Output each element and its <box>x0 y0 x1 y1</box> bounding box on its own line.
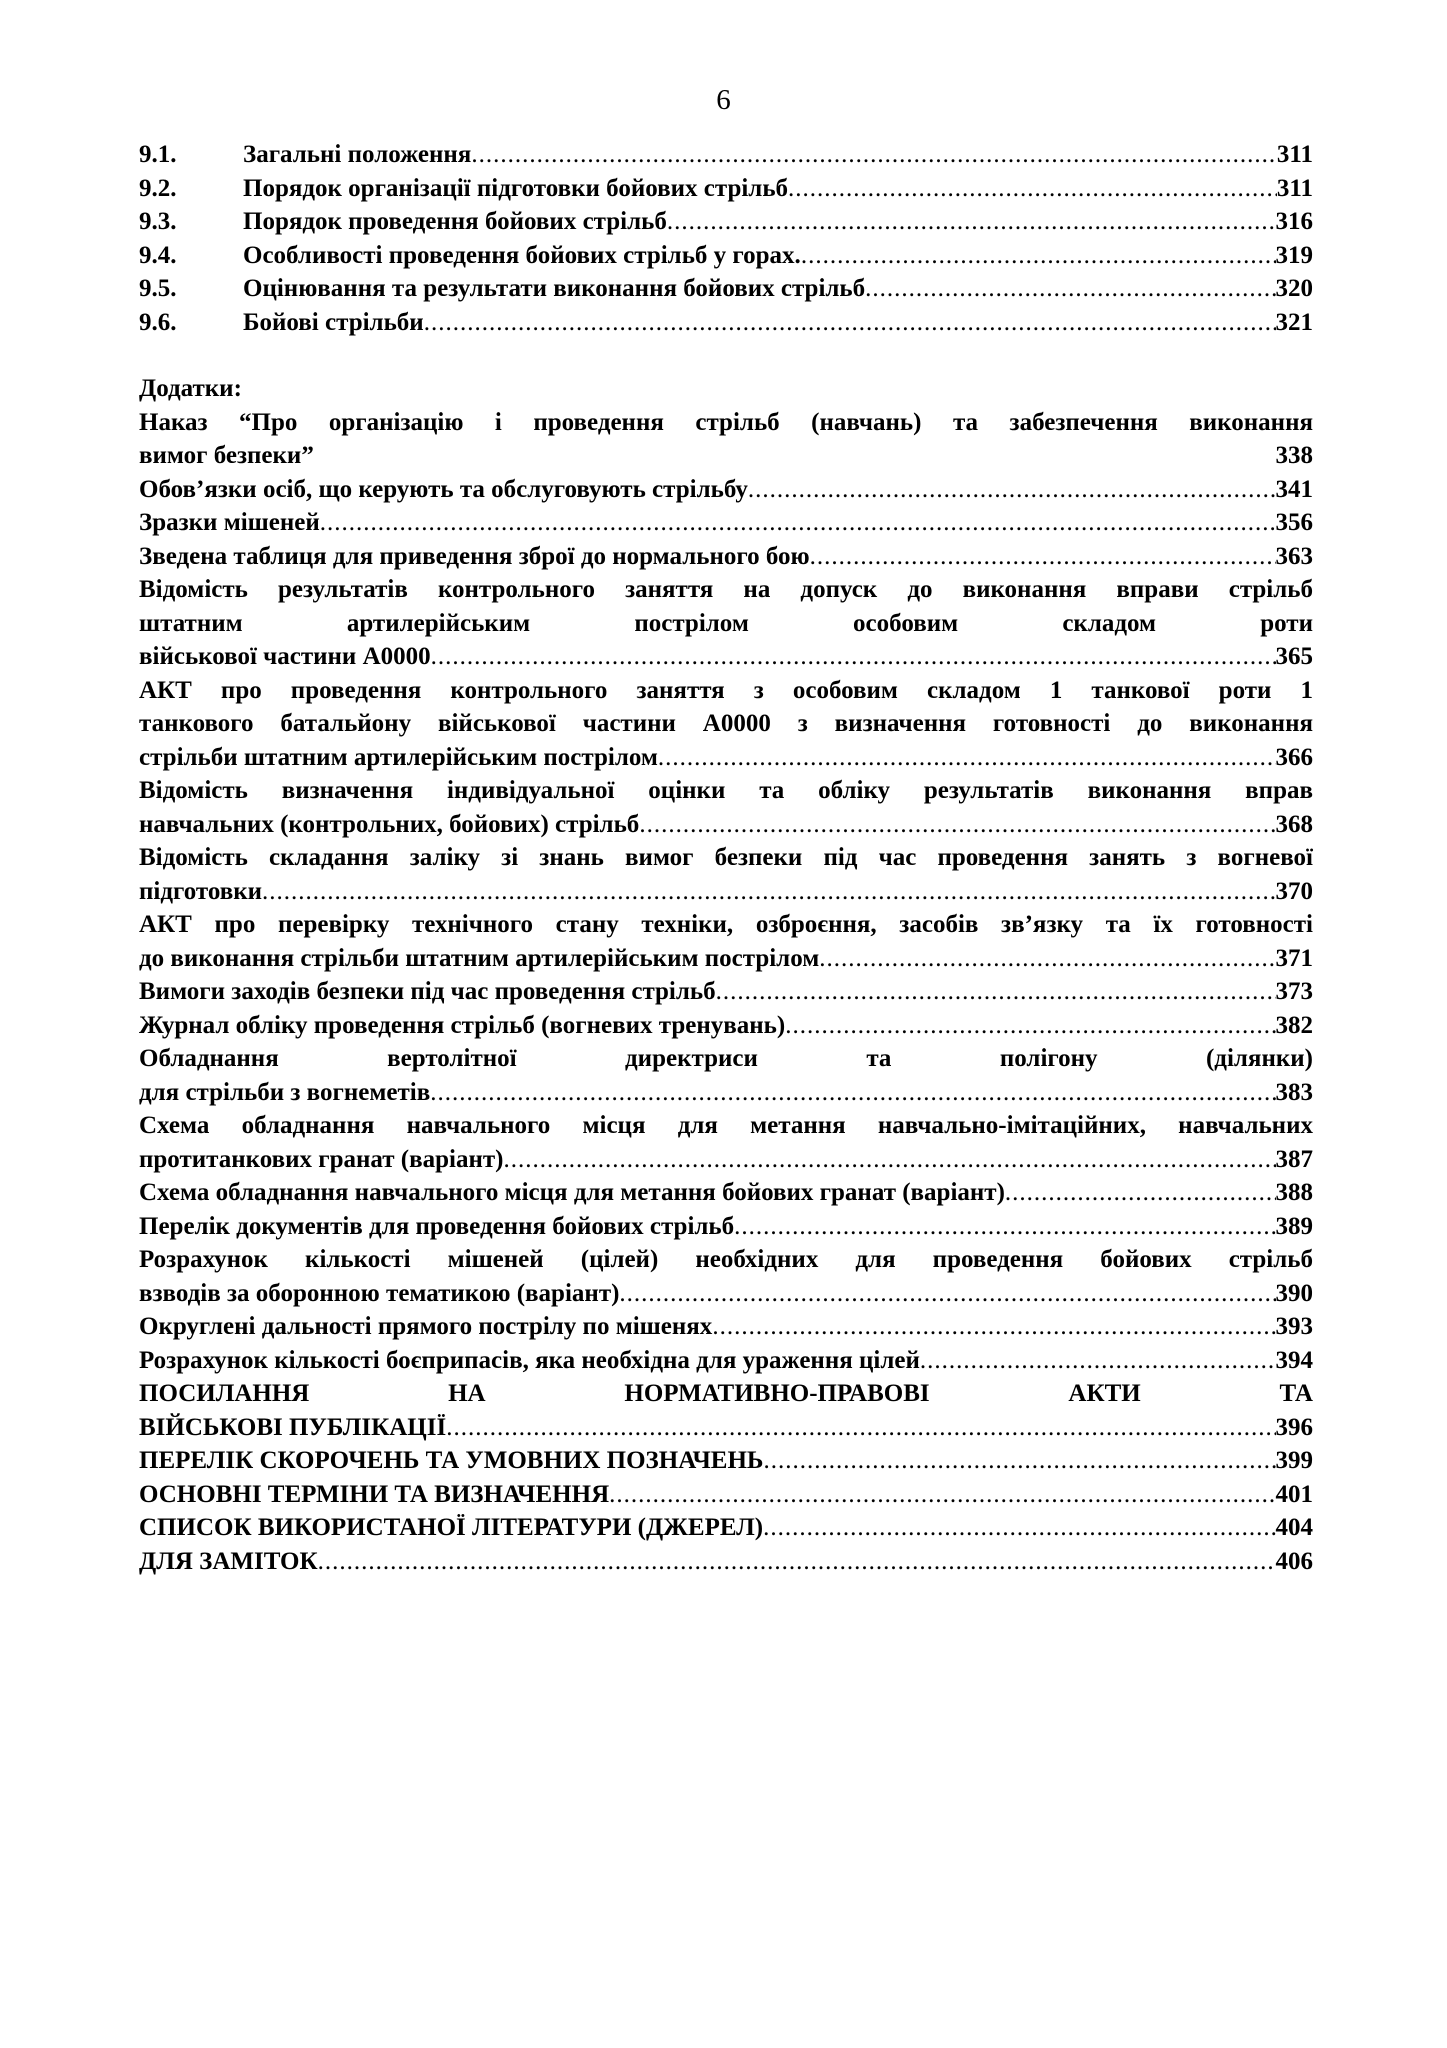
entry-title: ОСНОВНІ ТЕРМІНИ ТА ВИЗНАЧЕННЯ <box>139 1480 610 1508</box>
page-number: 6 <box>716 84 731 116</box>
section-number: 9.5. <box>139 275 177 302</box>
entry-line: танкового батальйону військової частини А0000 з визначення готовності до виконання <box>139 710 1313 737</box>
dot-leader <box>471 138 1277 172</box>
toc-entry[interactable] <box>139 1009 1313 1043</box>
toc-entry[interactable] <box>139 1511 1313 1545</box>
toc-row[interactable] <box>139 138 1313 172</box>
entry-title: ДЛЯ ЗАМІТОК <box>139 1547 318 1575</box>
section-number: 9.4. <box>139 241 177 269</box>
entry-line: Розрахунок кількості мішеней (цілей) необхідних для проведення бойових стрільб <box>139 1246 1313 1273</box>
section-number: 9.1. <box>139 141 177 168</box>
section-number: 9.2. <box>139 174 177 202</box>
toc-entry[interactable] <box>139 1344 1313 1378</box>
toc-entry[interactable] <box>139 1444 1313 1478</box>
page-ref: 399 <box>1275 1447 1313 1474</box>
section-number: 9.3. <box>139 208 177 235</box>
section-title: Особливості проведення бойових стрільб у горах. <box>243 241 801 269</box>
toc-entry[interactable] <box>139 540 1313 574</box>
page-ref: 388 <box>1275 1179 1313 1206</box>
entry-line: Відомість складання заліку зі знань вимог безпеки під час проведення занять з вогневої <box>139 844 1313 871</box>
entry-title: навчальних (контрольних, бойових) стрільб <box>139 810 640 838</box>
dot-leader <box>639 808 1275 842</box>
entry-title: ПЕРЕЛІК СКОРОЧЕНЬ ТА УМОВНИХ ПОЗНАЧЕНЬ <box>139 1447 764 1474</box>
final-sections-list <box>139 1377 1313 1578</box>
toc-entry[interactable] <box>139 573 1313 674</box>
entry-title: Журнал обліку проведення стрільб (вогневих тренувань) <box>139 1011 786 1039</box>
toc-entry[interactable] <box>139 1176 1313 1210</box>
toc-entry[interactable] <box>139 674 1313 775</box>
entry-title: до виконання стрільби штатним артилерійським пострілом <box>139 944 820 972</box>
page-ref: 382 <box>1275 1011 1313 1039</box>
page-ref: 373 <box>1275 978 1313 1005</box>
entry-title: стрільби штатним артилерійським пострілом <box>139 743 658 771</box>
dot-leader <box>712 1310 1275 1344</box>
toc-sections <box>139 138 1313 339</box>
dot-leader <box>667 205 1276 239</box>
entry-title: військової частини А0000 <box>139 643 431 670</box>
toc-entry[interactable] <box>139 1377 1313 1444</box>
entry-line: штатним артилерійським пострілом особовим складом роти <box>139 609 1313 637</box>
entry-title: Зведена таблиця для приведення зброї до нормального бою <box>139 542 810 570</box>
page-ref: 396 <box>1275 1413 1313 1441</box>
entry-title: Перелік документів для проведення бойових стрільб <box>139 1212 735 1240</box>
toc-row[interactable] <box>139 239 1313 273</box>
section-title: Порядок організації підготовки бойових стрільб <box>243 174 789 202</box>
entry-title: Обов’язки осіб, що керують та обслуговують стрільбу <box>139 475 748 503</box>
dot-leader <box>619 1277 1275 1311</box>
page-ref: 389 <box>1275 1212 1313 1240</box>
entry-line: Відомість визначення індивідуальної оцінки та обліку результатів виконання вправ <box>139 777 1313 804</box>
dot-leader <box>920 1344 1276 1378</box>
toc-entry[interactable] <box>139 1243 1313 1310</box>
toc-entry[interactable] <box>139 1042 1313 1109</box>
page-ref: 366 <box>1275 743 1313 771</box>
entry-title: взводів за оборонною тематикою (варіант) <box>139 1279 620 1307</box>
dot-leader <box>446 1411 1275 1445</box>
section-title: Оцінювання та результати виконання бойових стрільб <box>243 275 866 302</box>
dot-leader <box>785 1009 1275 1043</box>
page-ref: 311 <box>1276 174 1313 202</box>
dot-leader <box>1005 1176 1276 1210</box>
entry-line: Схема обладнання навчального місця для метання навчально-імітаційних, навчальних <box>139 1112 1313 1139</box>
page-ref: 321 <box>1275 308 1313 336</box>
dot-leader <box>748 473 1276 507</box>
page-ref: 365 <box>1275 643 1313 670</box>
toc-appendix <box>139 372 1313 1578</box>
dot-leader <box>819 942 1275 976</box>
page-ref: 356 <box>1275 509 1313 536</box>
page-ref: 338 <box>1275 442 1313 469</box>
page-ref: 387 <box>1275 1145 1313 1173</box>
page-ref: 316 <box>1275 208 1313 235</box>
toc-row[interactable] <box>139 205 1313 239</box>
dot-leader <box>262 875 1275 909</box>
dot-leader <box>430 1076 1275 1110</box>
section-title: Бойові стрільби <box>243 308 424 336</box>
entry-line: АКТ про проведення контрольного заняття з особовим складом 1 танкової роти 1 <box>139 676 1313 704</box>
toc-entry[interactable] <box>139 1109 1313 1176</box>
dot-leader <box>801 239 1276 273</box>
entry-line: Відомість результатів контрольного заняття на допуск до виконання вправи стрільб <box>139 576 1313 603</box>
dot-leader <box>504 1143 1276 1177</box>
toc-row[interactable] <box>139 306 1313 340</box>
dot-leader <box>734 1210 1275 1244</box>
entry-title: ВІЙСЬКОВІ ПУБЛІКАЦІЇ <box>139 1413 447 1441</box>
page-ref: 394 <box>1275 1346 1313 1374</box>
page-ref: 371 <box>1275 944 1313 972</box>
dot-leader <box>318 1545 1276 1579</box>
section-number: 9.6. <box>139 308 177 336</box>
entry-title: Вимоги заходів безпеки під час проведення стрільб <box>139 978 716 1005</box>
entry-line: Обладнання вертолітної директриси та полігону (ділянки) <box>139 1045 1313 1072</box>
entry-line: ПОСИЛАННЯ НА НОРМАТИВНО-ПРАВОВІ АКТИ ТА <box>139 1380 1313 1407</box>
entry-title: для стрільби з вогнеметів <box>139 1078 431 1106</box>
dot-leader <box>716 975 1276 1009</box>
entry-title: протитанкових гранат (варіант) <box>139 1145 504 1173</box>
entry-title: вимог безпеки” <box>139 442 314 469</box>
entry-title: Зразки мішеней <box>139 509 320 536</box>
toc-entry[interactable] <box>139 774 1313 841</box>
page-ref: 320 <box>1275 275 1313 302</box>
appendix-list <box>139 406 1313 1378</box>
page-ref: 368 <box>1275 810 1313 838</box>
toc-entry[interactable] <box>139 473 1313 507</box>
page-ref: 404 <box>1275 1514 1313 1541</box>
toc-row[interactable] <box>139 172 1313 206</box>
toc-row[interactable] <box>139 272 1313 306</box>
toc-entry[interactable] <box>139 908 1313 975</box>
dot-leader <box>763 1511 1275 1545</box>
dot-leader <box>609 1478 1275 1512</box>
page-ref: 383 <box>1275 1078 1313 1106</box>
page-ref: 370 <box>1275 877 1313 905</box>
section-title: Загальні положення <box>243 141 472 168</box>
dot-leader <box>658 741 1276 775</box>
page-ref: 341 <box>1275 475 1313 503</box>
entry-title: Схема обладнання навчального місця для метання бойових гранат (варіант) <box>139 1179 1005 1206</box>
dot-leader <box>865 272 1275 306</box>
dot-leader <box>431 640 1276 674</box>
section-title: Порядок проведення бойових стрільб <box>243 208 667 235</box>
dot-leader <box>320 506 1276 540</box>
toc-entry[interactable] <box>139 1478 1313 1512</box>
page-ref: 406 <box>1275 1547 1313 1575</box>
dot-leader <box>810 540 1276 574</box>
page-ref: 311 <box>1276 141 1313 168</box>
dot-leader <box>788 172 1277 206</box>
entry-title: Розрахунок кількості боєприпасів, яка необхідна для ураження цілей <box>139 1346 920 1374</box>
toc-entry[interactable] <box>139 506 1313 540</box>
entry-line: АКТ про перевірку технічного стану техніки, озброєння, засобів зв’язку та їх готовності <box>139 911 1313 938</box>
dot-leader <box>763 1444 1275 1478</box>
entry-title: Округлені дальності прямого пострілу по мішенях <box>139 1313 713 1340</box>
entry-title: СПИСОК ВИКОРИСТАНОЇ ЛІТЕРАТУРИ (ДЖЕРЕЛ) <box>139 1514 764 1541</box>
page-ref: 393 <box>1275 1313 1313 1340</box>
dot-leader <box>424 306 1276 340</box>
page-ref: 363 <box>1275 542 1313 570</box>
appendix-heading: Додатки: <box>139 375 242 402</box>
entry-line: Наказ “Про організацію і проведення стрільб (навчань) та забезпечення виконання <box>139 408 1313 436</box>
toc-entry[interactable] <box>139 841 1313 908</box>
toc-entry[interactable] <box>139 1210 1313 1244</box>
toc-entry[interactable] <box>139 975 1313 1009</box>
page-ref: 390 <box>1275 1279 1313 1307</box>
toc-entry[interactable] <box>139 1545 1313 1579</box>
toc-entry[interactable] <box>139 406 1313 473</box>
page-ref: 401 <box>1275 1480 1313 1508</box>
entry-title: підготовки <box>139 877 263 905</box>
page-ref: 319 <box>1275 241 1313 269</box>
toc-entry[interactable] <box>139 1310 1313 1344</box>
